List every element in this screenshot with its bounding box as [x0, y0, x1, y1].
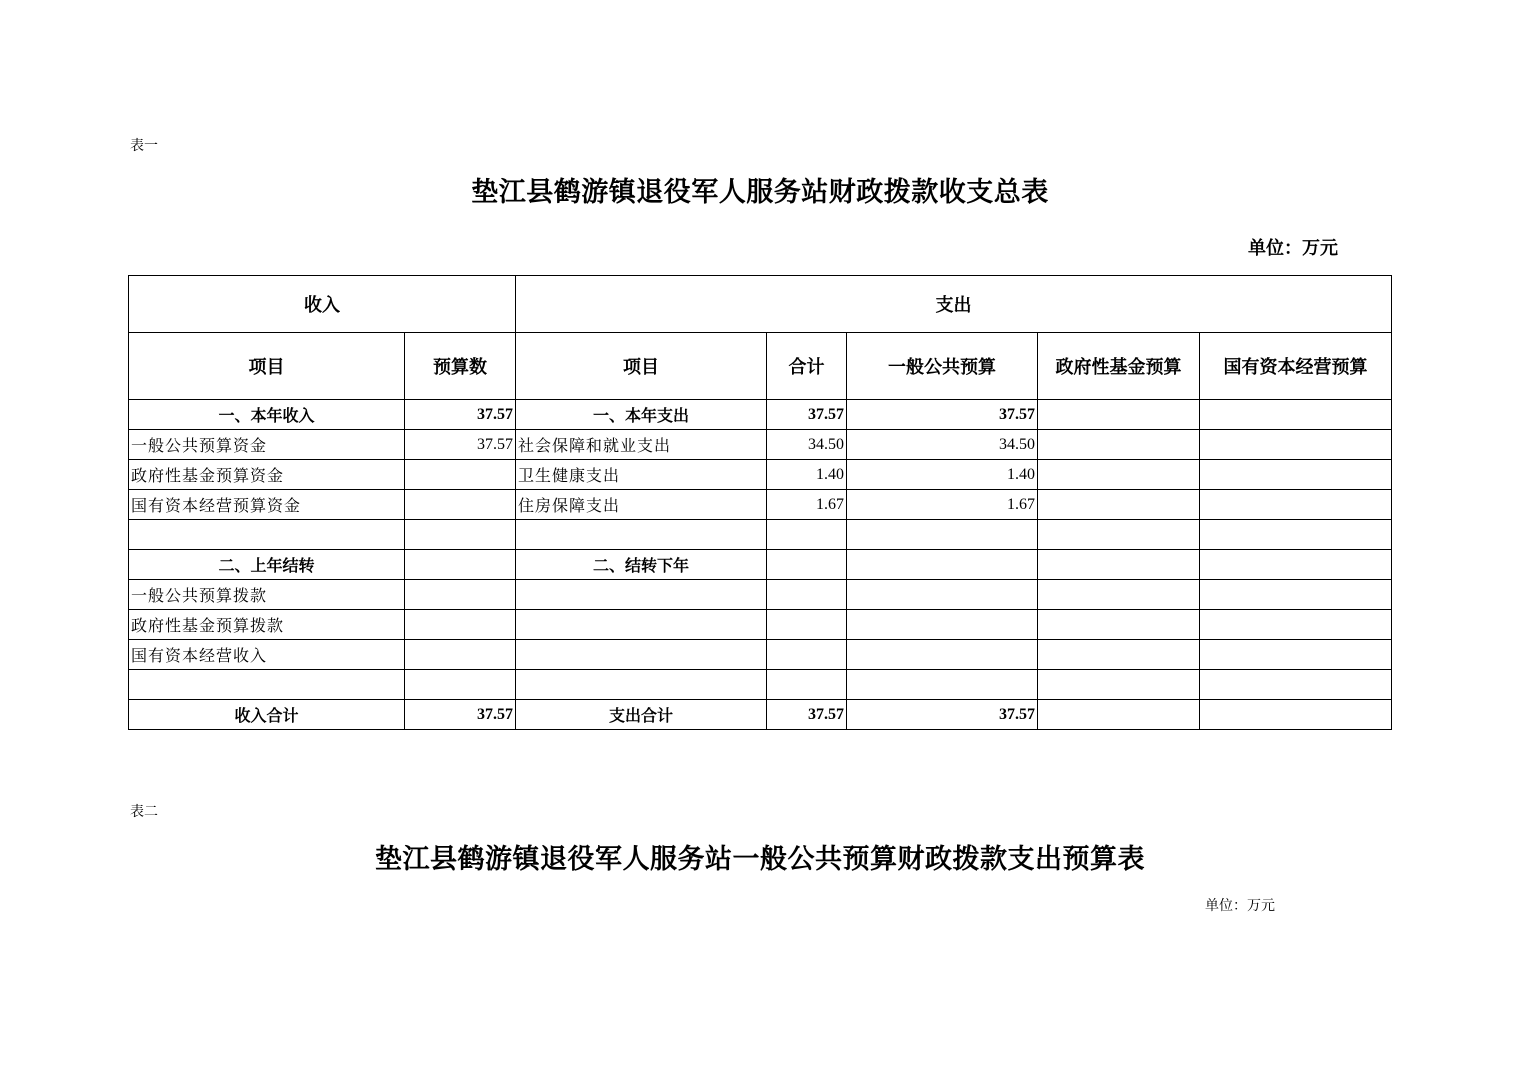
general-budget-cell: 1.67: [847, 490, 1038, 520]
table-row: [129, 610, 1392, 640]
col-header-income-item: 项目: [129, 333, 405, 400]
col-header-capital-budget: 国有资本经营预算: [1200, 333, 1392, 400]
table-row: [129, 670, 1392, 700]
col-header-fund-budget: 政府性基金预算: [1038, 333, 1200, 400]
general-budget-cell: [847, 520, 1038, 550]
income-amount-cell: [405, 460, 516, 490]
table1-unit: 单位：万元: [1248, 238, 1338, 259]
expense-item-cell: 支出合计: [516, 700, 767, 730]
expense-item-cell: 社会保障和就业支出: [516, 430, 767, 460]
fund-budget-cell: [1038, 400, 1200, 430]
general-budget-cell: [847, 670, 1038, 700]
group-header-row: [129, 276, 1392, 333]
total-cell: [767, 640, 847, 670]
total-cell: 37.57: [767, 400, 847, 430]
col-header-expense-item: 项目: [516, 333, 767, 400]
capital-budget-cell: [1200, 460, 1392, 490]
income-amount-cell: [405, 550, 516, 580]
total-cell: 1.67: [767, 490, 847, 520]
capital-budget-cell: [1200, 580, 1392, 610]
table-row: [129, 520, 1392, 550]
table2-label: 表二: [130, 804, 158, 820]
fund-budget-cell: [1038, 580, 1200, 610]
income-item-cell: 一般公共预算拨款: [129, 580, 405, 610]
capital-budget-cell: [1200, 640, 1392, 670]
table-row: [129, 700, 1392, 730]
expense-item-cell: [516, 640, 767, 670]
expense-item-cell: 一、本年支出: [516, 400, 767, 430]
income-amount-cell: [405, 520, 516, 550]
capital-budget-cell: [1200, 400, 1392, 430]
column-header-row: [129, 333, 1392, 400]
total-cell: [767, 520, 847, 550]
income-item-cell: 政府性基金预算资金: [129, 460, 405, 490]
general-budget-cell: 34.50: [847, 430, 1038, 460]
table-row: [129, 580, 1392, 610]
income-item-cell: 收入合计: [129, 700, 405, 730]
table2-unit: 单位：万元: [1205, 898, 1275, 914]
income-item-cell: 政府性基金预算拨款: [129, 610, 405, 640]
income-group-header: 收入: [129, 276, 516, 333]
total-cell: 37.57: [767, 700, 847, 730]
total-cell: [767, 610, 847, 640]
expense-item-cell: 卫生健康支出: [516, 460, 767, 490]
col-header-total: 合计: [767, 333, 847, 400]
total-cell: 34.50: [767, 430, 847, 460]
expense-item-cell: [516, 610, 767, 640]
general-budget-cell: 1.40: [847, 460, 1038, 490]
expense-group-header: 支出: [516, 276, 1392, 333]
table-row: [129, 400, 1392, 430]
income-item-cell: [129, 670, 405, 700]
capital-budget-cell: [1200, 670, 1392, 700]
income-item-cell: 国有资本经营收入: [129, 640, 405, 670]
table-row: [129, 430, 1392, 460]
fund-budget-cell: [1038, 700, 1200, 730]
income-item-cell: 一、本年收入: [129, 400, 405, 430]
fund-budget-cell: [1038, 640, 1200, 670]
income-amount-cell: [405, 580, 516, 610]
income-item-cell: 二、上年结转: [129, 550, 405, 580]
capital-budget-cell: [1200, 550, 1392, 580]
general-budget-cell: 37.57: [847, 700, 1038, 730]
expense-item-cell: [516, 520, 767, 550]
table-row: [129, 640, 1392, 670]
table-row: [129, 460, 1392, 490]
income-item-cell: 一般公共预算资金: [129, 430, 405, 460]
table-row: [129, 550, 1392, 580]
income-amount-cell: [405, 670, 516, 700]
table2-title: 垫江县鹤游镇退役军人服务站一般公共预算财政拨款支出预算表: [375, 844, 1145, 875]
income-item-cell: 国有资本经营预算资金: [129, 490, 405, 520]
total-cell: [767, 580, 847, 610]
table1-label: 表一: [130, 138, 158, 154]
income-amount-cell: [405, 640, 516, 670]
expense-item-cell: [516, 670, 767, 700]
col-header-income-amount: 预算数: [405, 333, 516, 400]
capital-budget-cell: [1200, 490, 1392, 520]
col-header-general-budget: 一般公共预算: [847, 333, 1038, 400]
general-budget-cell: [847, 640, 1038, 670]
capital-budget-cell: [1200, 700, 1392, 730]
income-amount-cell: [405, 490, 516, 520]
table1-title: 垫江县鹤游镇退役军人服务站财政拨款收支总表: [471, 177, 1049, 208]
revenue-expenditure-table: [128, 275, 1392, 730]
general-budget-cell: [847, 610, 1038, 640]
general-budget-cell: [847, 550, 1038, 580]
expense-item-cell: [516, 580, 767, 610]
fund-budget-cell: [1038, 550, 1200, 580]
capital-budget-cell: [1200, 610, 1392, 640]
total-cell: 1.40: [767, 460, 847, 490]
total-cell: [767, 550, 847, 580]
fund-budget-cell: [1038, 610, 1200, 640]
fund-budget-cell: [1038, 460, 1200, 490]
fund-budget-cell: [1038, 490, 1200, 520]
expense-item-cell: 住房保障支出: [516, 490, 767, 520]
income-item-cell: [129, 520, 405, 550]
table-row: [129, 490, 1392, 520]
income-amount-cell: [405, 610, 516, 640]
expense-item-cell: 二、结转下年: [516, 550, 767, 580]
income-amount-cell: 37.57: [405, 430, 516, 460]
fund-budget-cell: [1038, 430, 1200, 460]
fund-budget-cell: [1038, 520, 1200, 550]
capital-budget-cell: [1200, 430, 1392, 460]
capital-budget-cell: [1200, 520, 1392, 550]
general-budget-cell: [847, 580, 1038, 610]
income-amount-cell: 37.57: [405, 400, 516, 430]
general-budget-cell: 37.57: [847, 400, 1038, 430]
fund-budget-cell: [1038, 670, 1200, 700]
total-cell: [767, 670, 847, 700]
income-amount-cell: 37.57: [405, 700, 516, 730]
